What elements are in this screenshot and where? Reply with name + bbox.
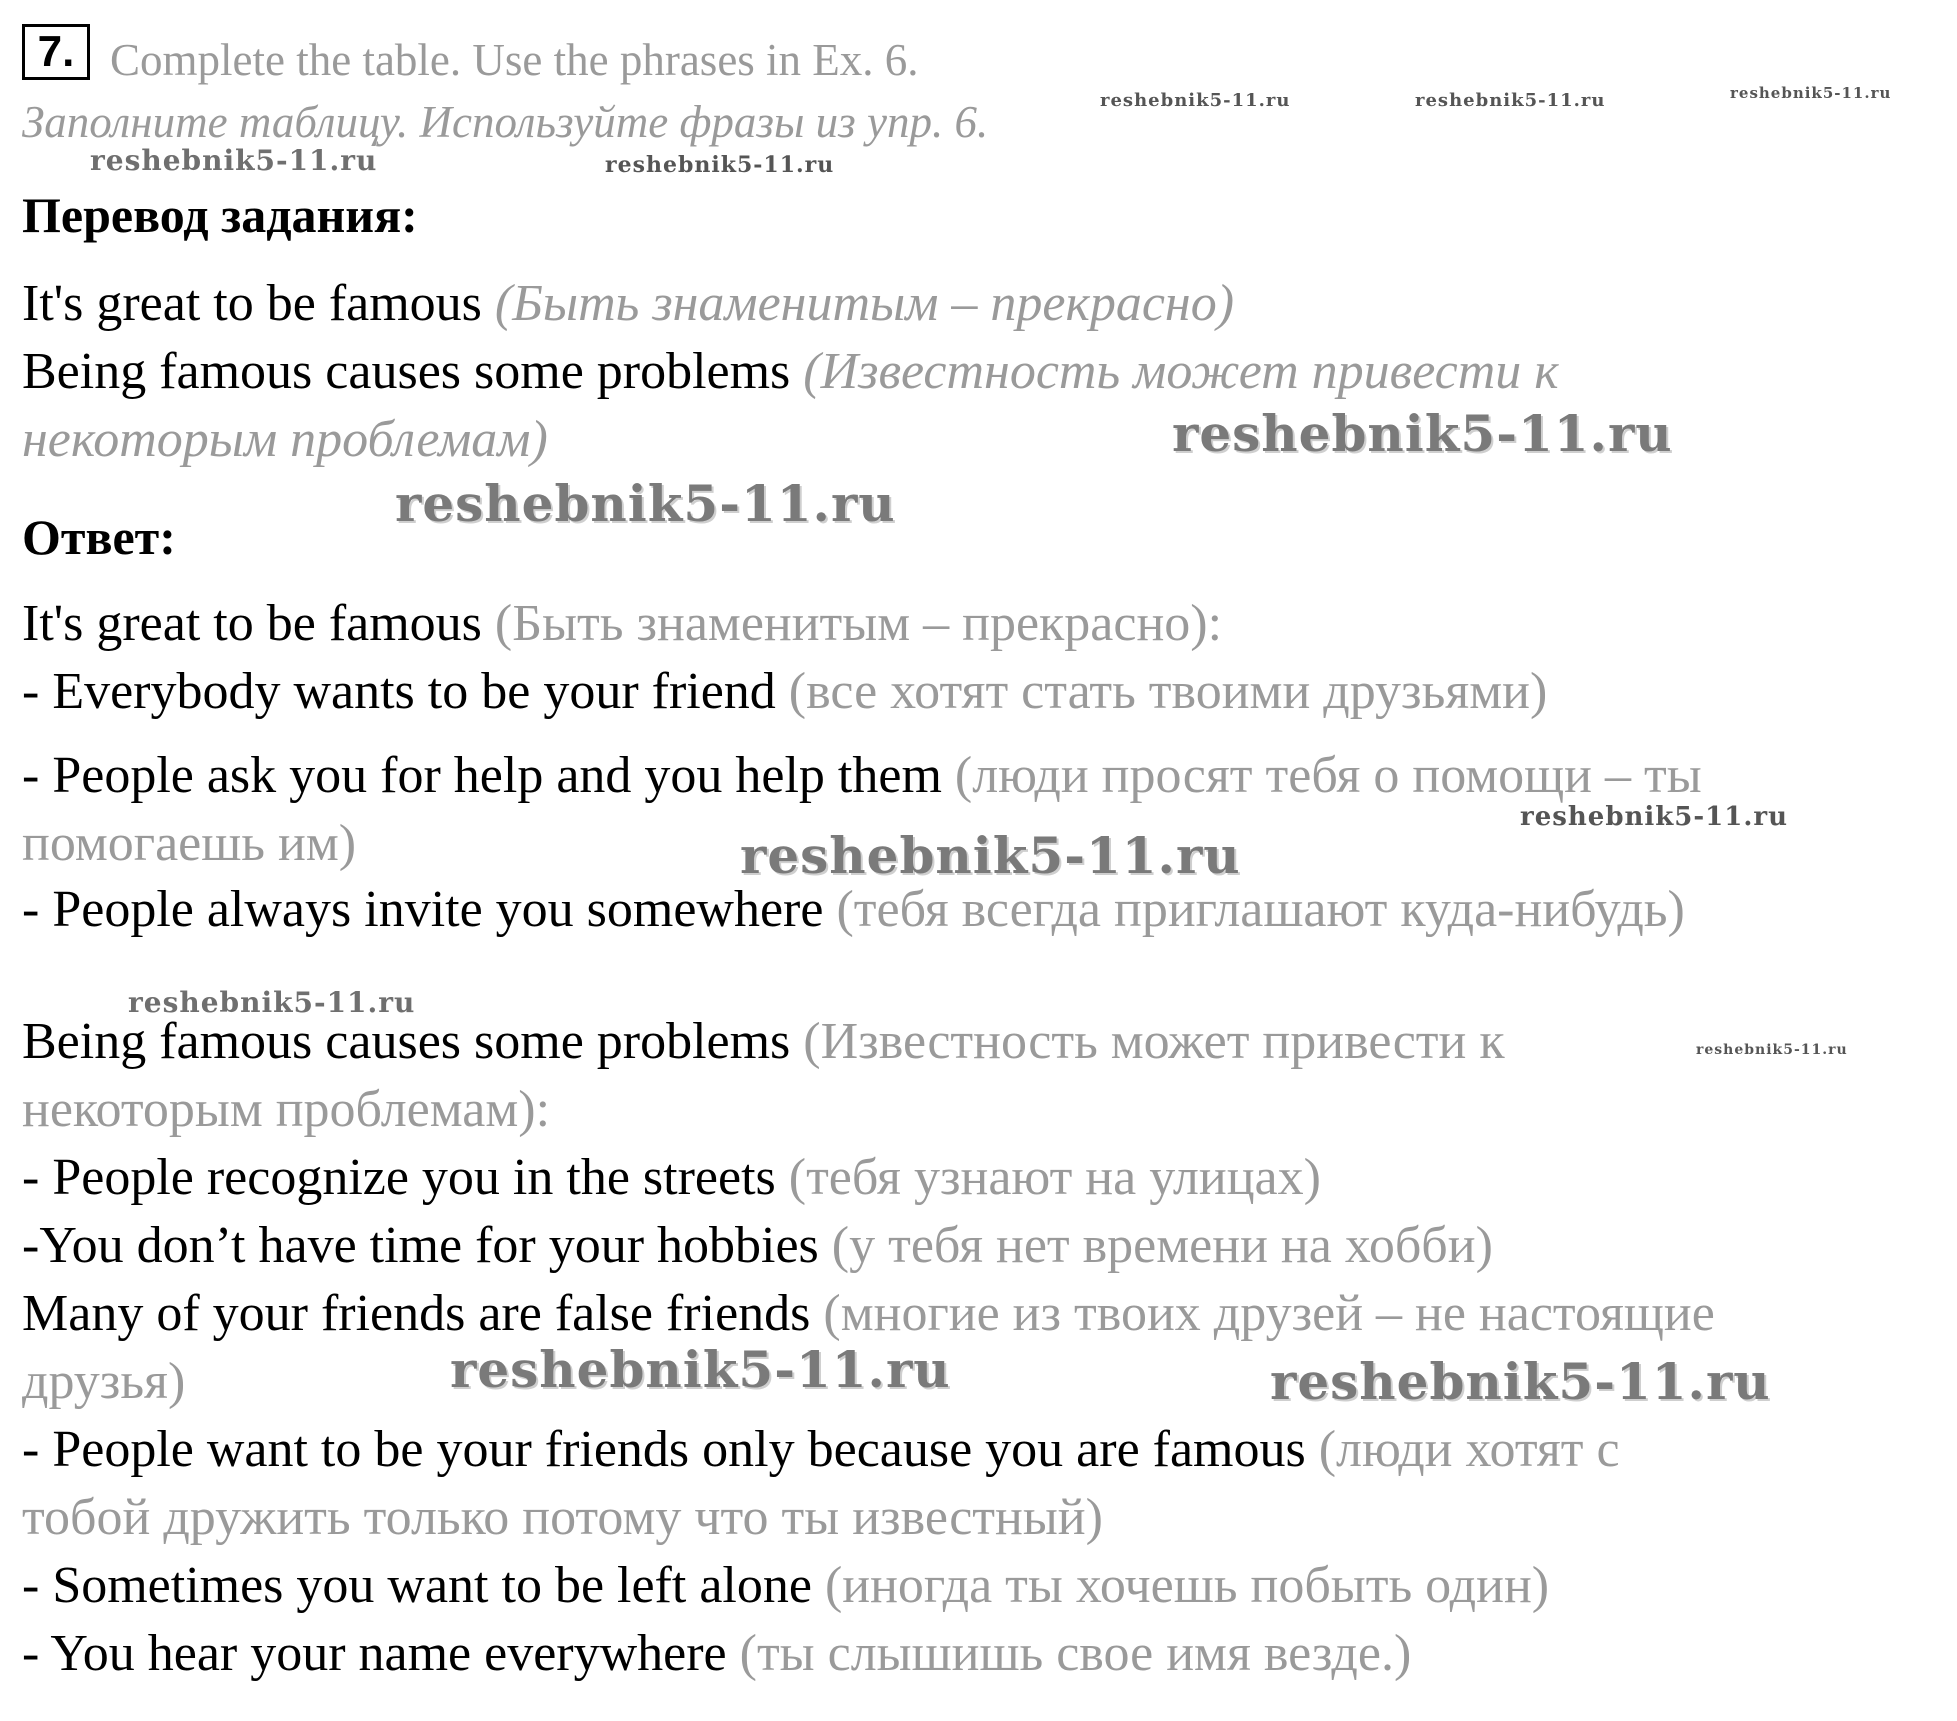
translation-line-2-ru-cont: некоторым проблемам) bbox=[22, 411, 548, 468]
group2-item-6-ru: (ты слышишь свое имя везде.) bbox=[739, 1625, 1412, 1682]
group1-title-en: It's great to be famous bbox=[22, 595, 482, 652]
group1-item-3-ru: (тебя всегда приглашают куда-нибудь) bbox=[836, 881, 1685, 938]
watermark: reshebnik5-11.ru bbox=[90, 144, 378, 177]
group2-item-4-ru-cont: тобой дружить только потому что ты известный) bbox=[22, 1489, 1103, 1546]
answer-heading: Ответ: bbox=[22, 509, 176, 565]
group2-item-1-en: - People recognize you in the streets bbox=[22, 1149, 776, 1206]
translation-line-1-ru: (Быть знаменитым – прекрасно) bbox=[494, 275, 1235, 332]
task-instruction-en: Complete the table. Use the phrases in Ex. 6. bbox=[110, 35, 919, 85]
watermark: reshebnik5-11.ru bbox=[1415, 90, 1606, 111]
watermark: reshebnik5-11.ru bbox=[605, 152, 835, 178]
group2-item-3-ru: (многие из твоих друзей – не настоящие bbox=[823, 1285, 1715, 1342]
translation-line-2-en: Being famous causes some problems bbox=[22, 343, 791, 400]
watermark: reshebnik5-11.ru bbox=[128, 986, 416, 1019]
task-instruction-ru: Заполните таблицу. Используйте фразы из упр. 6. bbox=[22, 97, 989, 147]
group1-item-1 bbox=[22, 663, 1548, 720]
watermark: reshebnik5-11.ru bbox=[1100, 90, 1291, 111]
group2-item-4-en: - People want to be your friends only because you are famous bbox=[22, 1421, 1306, 1478]
group2-title bbox=[22, 1013, 1505, 1070]
group1-item-3-en: - People always invite you somewhere bbox=[22, 881, 824, 938]
group1-item-1-en: - Everybody wants to be your friend bbox=[22, 663, 776, 720]
watermark: reshebnik5-11.ru bbox=[1172, 404, 1673, 463]
group1-item-2-ru-cont: помогаешь им) bbox=[22, 815, 357, 872]
translation-line-2-ru: (Известность может привести к bbox=[803, 343, 1559, 400]
group2-item-1 bbox=[22, 1149, 1321, 1206]
group2-item-5-ru: (иногда ты хочешь побыть один) bbox=[824, 1557, 1550, 1614]
watermark: reshebnik5-11.ru bbox=[450, 1340, 951, 1399]
translation-line-1-en: It's great to be famous bbox=[22, 275, 482, 332]
group2-item-3-ru-cont: друзья) bbox=[22, 1353, 186, 1410]
group2-item-1-ru: (тебя узнают на улицах) bbox=[788, 1149, 1321, 1206]
watermark: reshebnik5-11.ru bbox=[1730, 84, 1892, 102]
group2-item-2 bbox=[22, 1217, 1493, 1274]
group1-item-2 bbox=[22, 747, 1702, 804]
watermark: reshebnik5-11.ru bbox=[1270, 1352, 1771, 1411]
group1-item-3 bbox=[22, 881, 1685, 938]
group2-title-ru: (Известность может привести к bbox=[803, 1013, 1505, 1070]
group2-item-5 bbox=[22, 1557, 1550, 1614]
group2-item-4 bbox=[22, 1421, 1620, 1478]
group1-title bbox=[22, 595, 1223, 652]
group1-title-ru: (Быть знаменитым – прекрасно): bbox=[494, 595, 1223, 652]
group1-item-1-ru: (все хотят стать твоими друзьями) bbox=[788, 663, 1548, 720]
translation-line-2 bbox=[22, 343, 1559, 400]
translation-line-1 bbox=[22, 275, 1235, 332]
group1-item-2-ru: (люди просят тебя о помощи – ты bbox=[954, 747, 1702, 804]
group2-item-2-ru: (у тебя нет времени на хобби) bbox=[831, 1217, 1493, 1274]
group2-item-6-en: - You hear your name everywhere bbox=[22, 1625, 727, 1682]
watermark: reshebnik5-11.ru bbox=[1696, 1042, 1848, 1058]
group2-item-3-en: Many of your friends are false friends bbox=[22, 1285, 811, 1342]
group2-item-5-en: - Sometimes you want to be left alone bbox=[22, 1557, 812, 1614]
task-number: 7. bbox=[22, 24, 90, 80]
group1-item-2-en: - People ask you for help and you help them bbox=[22, 747, 942, 804]
watermark: reshebnik5-11.ru bbox=[395, 474, 896, 533]
group2-item-6 bbox=[22, 1625, 1412, 1682]
watermark: reshebnik5-11.ru bbox=[1520, 802, 1789, 832]
group2-item-3 bbox=[22, 1285, 1715, 1342]
group2-title-en: Being famous causes some problems bbox=[22, 1013, 791, 1070]
group2-title-ru-cont: некоторым проблемам): bbox=[22, 1081, 551, 1138]
group2-item-4-ru: (люди хотят с bbox=[1318, 1421, 1620, 1478]
watermark: reshebnik5-11.ru bbox=[740, 826, 1241, 885]
translation-heading: Перевод задания: bbox=[22, 187, 418, 243]
group2-item-2-en: -You don’t have time for your hobbies bbox=[22, 1217, 819, 1274]
